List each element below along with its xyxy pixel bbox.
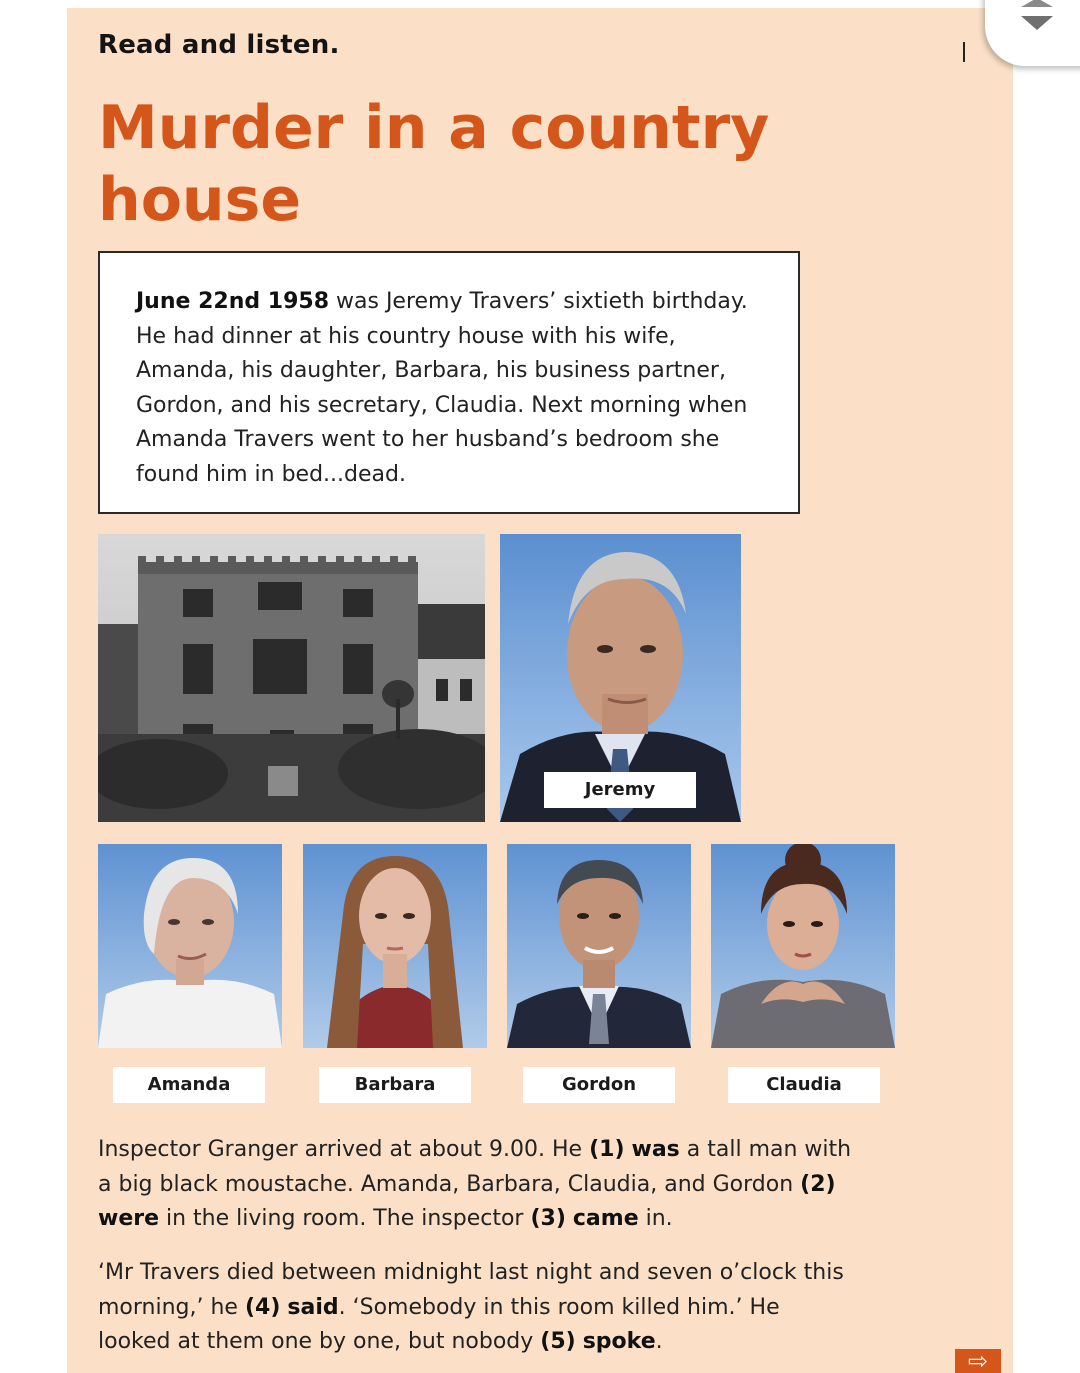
story-text: a tall man with a big black moustache. Amanda, Barbara, Claudia, and Gordon bbox=[98, 1137, 852, 1197]
name-tag-barbara: Barbara bbox=[319, 1067, 471, 1103]
story-text: Inspector Granger arrived at about 9.00. He bbox=[98, 1137, 590, 1162]
story-text: in the living room. The inspector bbox=[159, 1206, 531, 1231]
story-text: in. bbox=[638, 1206, 673, 1231]
name-tag-claudia: Claudia bbox=[728, 1067, 880, 1103]
answer-4: said bbox=[287, 1294, 339, 1320]
chevron-up-icon[interactable] bbox=[1021, 0, 1053, 7]
amanda-portrait bbox=[98, 844, 282, 1048]
answer-3: came bbox=[572, 1206, 639, 1231]
country-house-photo bbox=[98, 534, 485, 822]
story-text: . ‘Somebody in this room killed him.’ He looked at them one by one, but nobody bbox=[98, 1294, 780, 1354]
instruction-heading: Read and listen. bbox=[98, 30, 340, 60]
intro-box bbox=[98, 251, 800, 514]
story-text: . bbox=[655, 1329, 663, 1354]
gap-number-5: (5) bbox=[540, 1329, 576, 1354]
barbara-portrait bbox=[303, 844, 487, 1048]
chevron-down-icon[interactable] bbox=[1021, 16, 1053, 30]
gap-number-4: (4) bbox=[244, 1294, 281, 1320]
intro-date: June 22nd 1958 bbox=[136, 289, 330, 314]
name-tag-amanda: Amanda bbox=[113, 1067, 265, 1103]
text-cursor bbox=[963, 42, 965, 62]
page-title: Murder in a country house bbox=[98, 93, 770, 235]
answer-5: spoke bbox=[582, 1329, 656, 1354]
arrow-right-icon[interactable]: ⇨ bbox=[955, 1349, 1001, 1373]
name-tag-jeremy: Jeremy bbox=[544, 772, 696, 808]
gordon-portrait bbox=[507, 844, 691, 1048]
claudia-portrait bbox=[711, 844, 895, 1048]
intro-text: was Jeremy Travers’ sixtieth birthday. He had dinner at his country house with his wife, Amanda, his daughter, Barbara, his business partner, Gordon, and his secretary, Claudia. Next morning when Amanda Travers went to her husband’s bedroom she found him in bed...dead. bbox=[136, 289, 748, 487]
answer-2: were bbox=[98, 1206, 160, 1231]
story-text: ‘Mr Travers died between midnight last night and seven o’clock this morning,’ he bbox=[98, 1260, 844, 1320]
scroll-control[interactable] bbox=[985, 0, 1080, 66]
answer-1: was bbox=[631, 1137, 680, 1162]
name-tag-gordon: Gordon bbox=[523, 1067, 675, 1103]
gap-number-1: (1) bbox=[589, 1137, 625, 1162]
gap-number-3: (3) bbox=[530, 1206, 566, 1231]
story-paragraph-2 bbox=[98, 1256, 858, 1360]
gap-number-2: (2) bbox=[800, 1171, 836, 1197]
story-paragraph-1 bbox=[98, 1133, 858, 1237]
